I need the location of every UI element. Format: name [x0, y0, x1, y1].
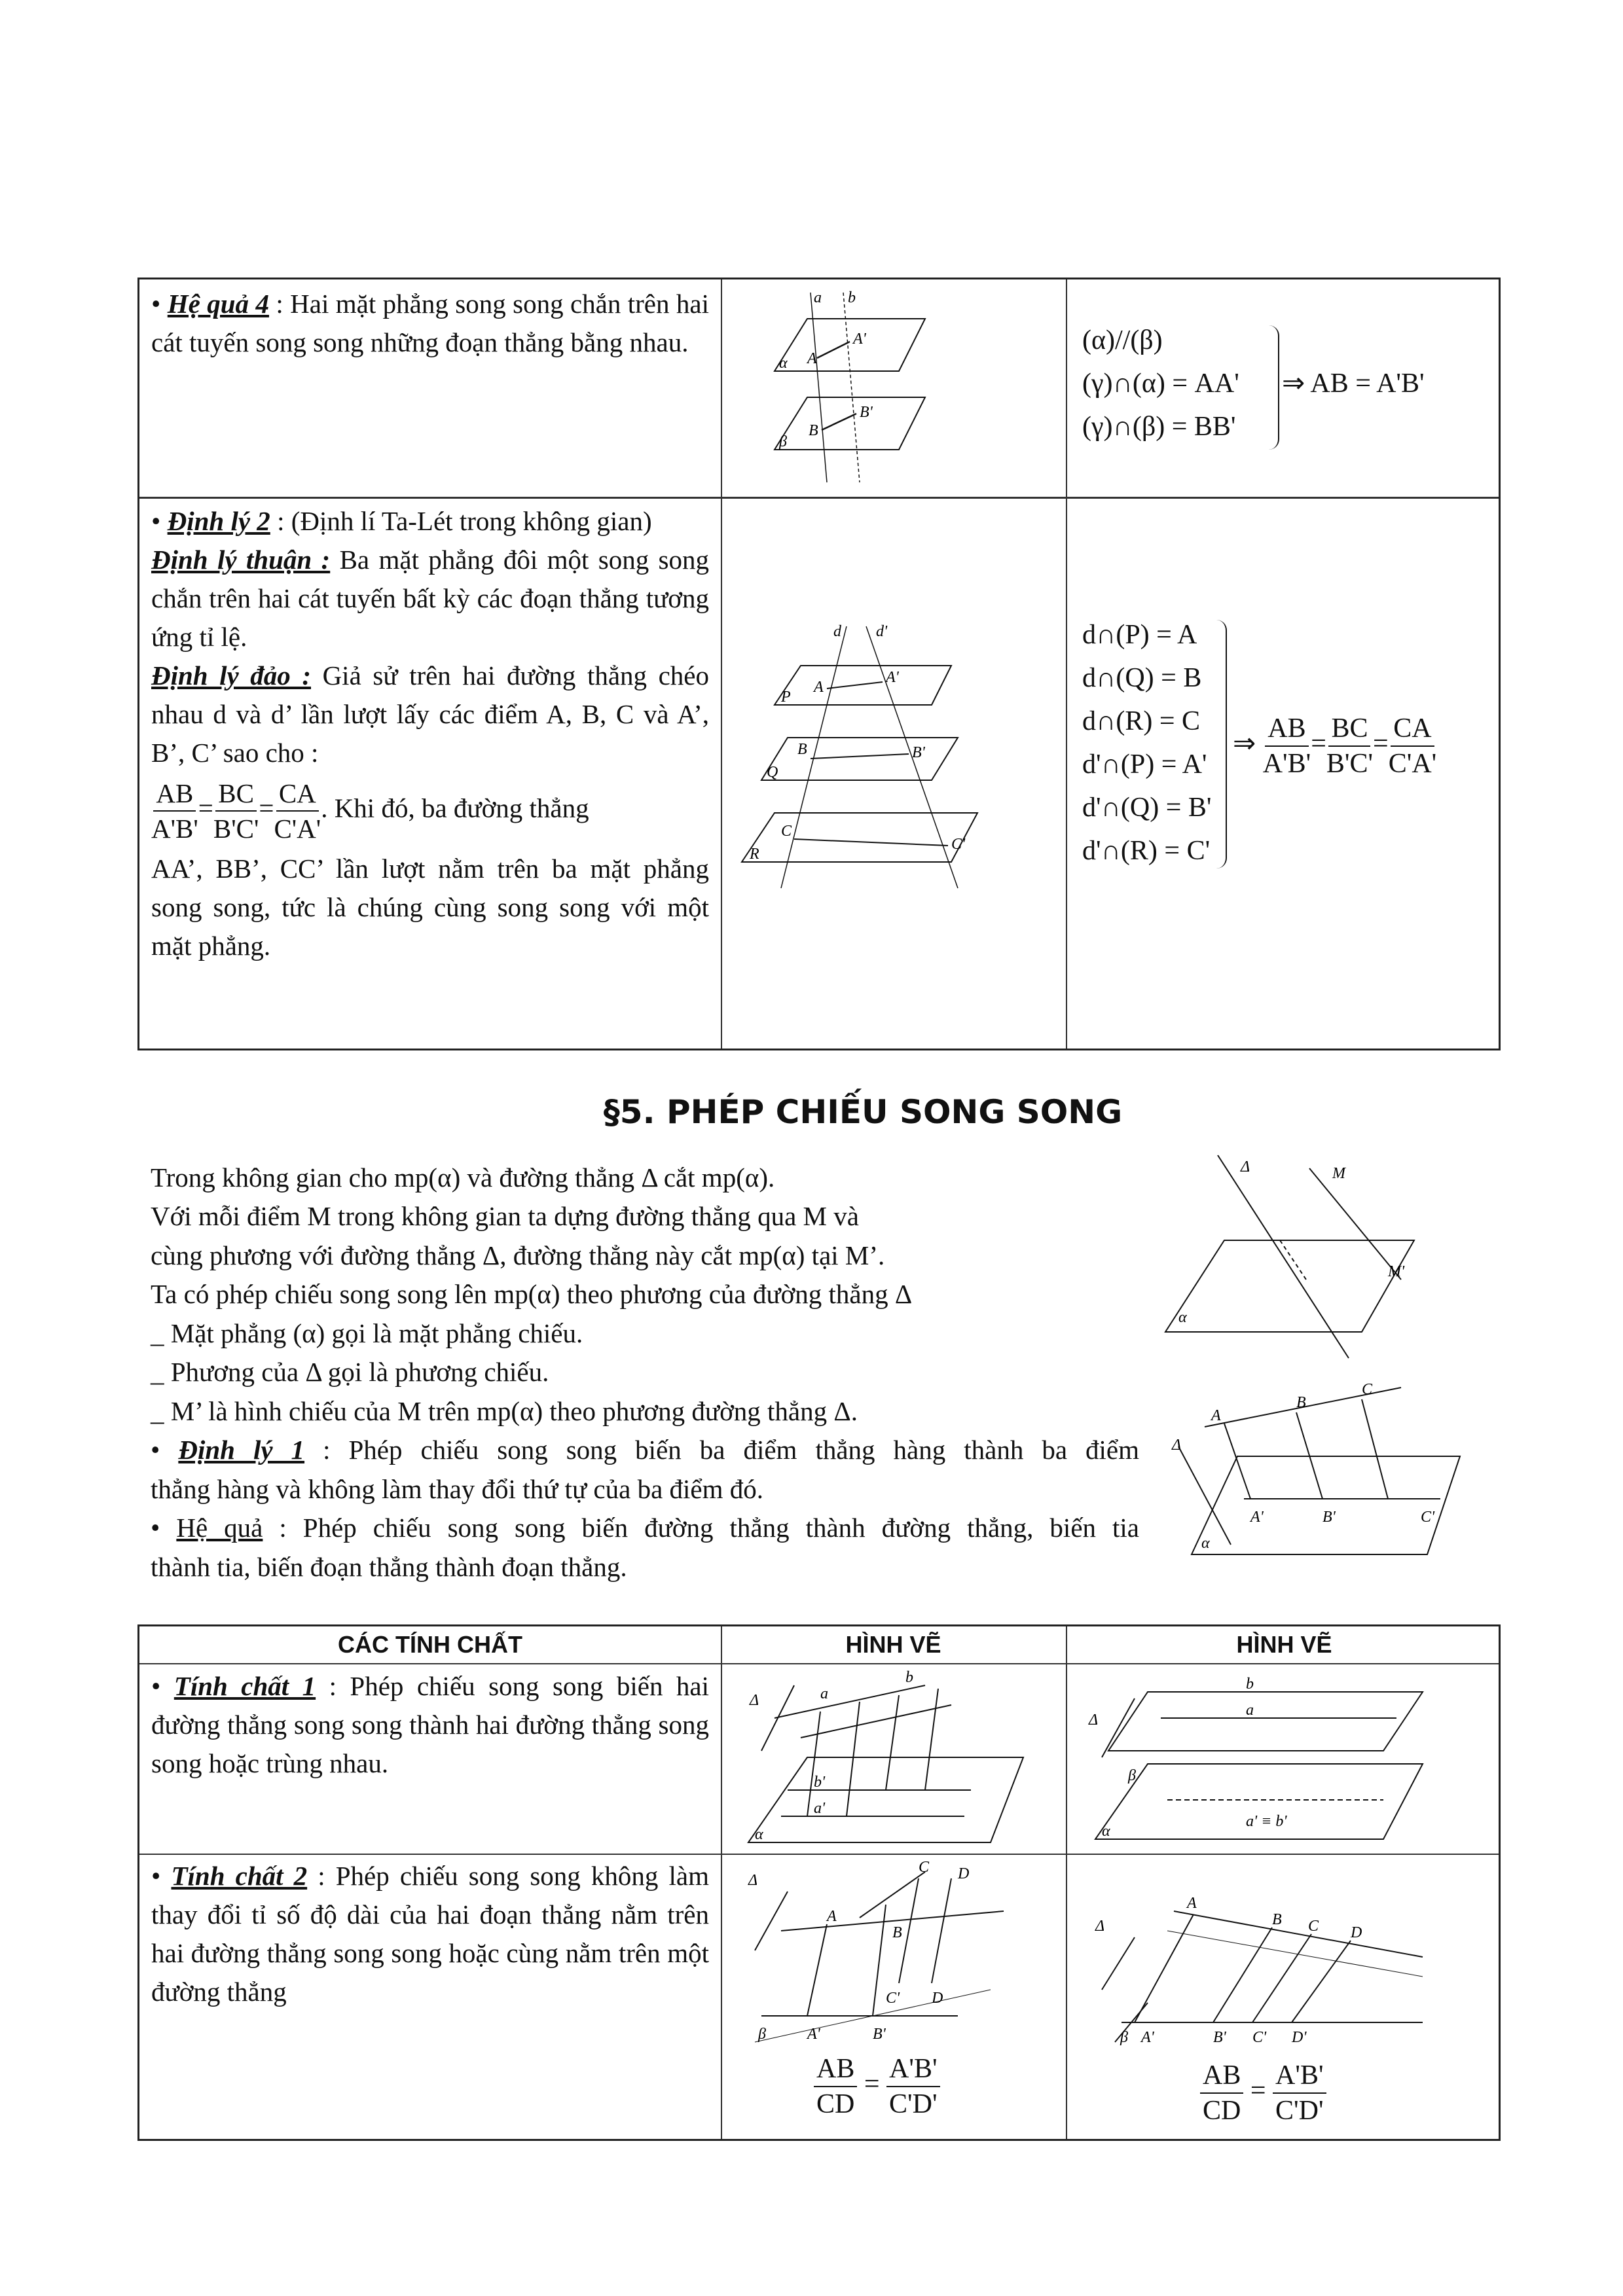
fig-label: d [833, 623, 841, 640]
section-line: _ Mặt phẳng (α) gọi là mặt phẳng chiếu. [151, 1318, 583, 1348]
formula-line: d'∩(Q) = B' [1082, 793, 1212, 823]
three-points-figure [1165, 1374, 1480, 1571]
converse-theorem-label: Định lý đảo : [151, 660, 312, 691]
text: : Phép chiếu song song không làm thay đổi tỉ số độ dài của hai đoạn thẳng nằm trên hai đường thẳng song song hoặc cùng nằm trên một đường thẳng [151, 1861, 709, 2007]
fig-label: B' [912, 744, 925, 761]
fig-label: A' [886, 669, 899, 686]
text: C' [1421, 1509, 1435, 1526]
text: Δ [750, 1692, 759, 1709]
text: AB [814, 2052, 857, 2087]
corollary-4-figure [761, 286, 1010, 489]
text: AB [153, 776, 196, 812]
projection-figure [1165, 1149, 1480, 1358]
formula-line: d∩(R) = C [1082, 706, 1201, 736]
converse-theorem-text: Giả sử trên hai đường thẳng chéo nhau d và d’ lần lượt lấy các điểm A, B, C và A’, B’, C’ sao cho : [151, 660, 709, 768]
text: CD [1203, 2096, 1241, 2126]
section-line: Với mỗi điểm M trong không gian ta dựng đường thẳng qua M và [151, 1201, 859, 1231]
formula-line: (α)//(β) [1082, 325, 1163, 355]
text: D [958, 1865, 970, 1882]
text: : Phép chiếu song song biến ba điểm thẳng hàng thành ba điểm [323, 1435, 1139, 1465]
fig-label: A' [853, 331, 866, 348]
fig-label: Q [767, 764, 778, 781]
text: B [1272, 1911, 1282, 1928]
property-1: • Tính chất 1 : Phép chiếu song song biến hai đường thẳng song song thành hai đường thẳng song song hoặc trùng nhau. [151, 1671, 709, 1778]
converse-theorem-conclusion: AA’, BB’, CC’ lần lượt nằm trên ba mặt phẳng song song, tức là chúng cùng song song với một mặt phẳng. [151, 853, 709, 961]
property-2: • Tính chất 2 : Phép chiếu song song không làm thay đổi tỉ số độ dài của hai đoạn thẳng nằm trên hai đường thẳng song song hoặc cùng nằm trên một đường thẳng [151, 1861, 709, 2007]
text: Hệ quả [176, 1513, 263, 1543]
text: A'B' [1262, 749, 1311, 779]
fig-label: d' [876, 623, 888, 640]
theorem-2-label: Định lý 2 [167, 506, 270, 536]
text: : Phép chiếu song song biến đường thẳng thành đường thẳng, biến tia [279, 1513, 1139, 1543]
text: A [1211, 1407, 1221, 1424]
text: β [758, 2026, 766, 2043]
text: D [932, 1990, 943, 2007]
text: C'A' [274, 814, 321, 844]
fig-label: α [779, 355, 788, 372]
text: a' ≡ b' [1246, 1813, 1287, 1830]
text: C' [886, 1990, 900, 2007]
brace [1269, 325, 1279, 450]
corollary-4-body: : Hai mặt phẳng song song chắn trên hai cát tuyến song song những đoạn thẳng bằng nhau. [151, 289, 709, 357]
column-divider [1066, 279, 1067, 1049]
text: b [1246, 1676, 1254, 1693]
text: Δ [1089, 1712, 1099, 1729]
corollary-4-text: • Hệ quả 4 : Hai mặt phẳng song song chắn trên hai cát tuyến song song những đoạn thẳng bằng nhau. [151, 289, 709, 357]
property-2-figure-a [742, 1859, 1043, 2049]
text: Δ [1095, 1918, 1105, 1935]
text: Tính chất 1 [173, 1671, 316, 1701]
text: A'B' [886, 2052, 939, 2087]
formula-line: (γ)∩(β) = BB' [1082, 412, 1236, 442]
formula-line: (γ)∩(α) = AA' [1082, 368, 1239, 399]
text: Δ [748, 1872, 758, 1889]
formula-line: d'∩(R) = C' [1082, 836, 1211, 866]
fig-label: C' [951, 836, 966, 853]
text: b [905, 1669, 913, 1686]
text: b' [814, 1774, 826, 1791]
text: A [1187, 1895, 1197, 1912]
text: α [1102, 1823, 1110, 1840]
fig-label: a [814, 289, 822, 306]
text: A' [807, 2026, 820, 2043]
text: Tính chất 2 [171, 1861, 308, 1891]
fig-label: B' [860, 404, 873, 421]
text: B' [1322, 1509, 1336, 1526]
text: C'D' [1275, 2096, 1324, 2126]
header-figure: HÌNH VẼ [845, 1631, 941, 1658]
text: M' [1388, 1263, 1405, 1280]
ratio-formula-a: $\frac{AB}{CD}$ = $\frac{A'B'}{C'D'}$ [814, 2052, 940, 2121]
section-line: cùng phương với đường thẳng Δ, đường thẳng này cắt mp(α) tại M’. [151, 1240, 885, 1270]
fig-label: B [797, 741, 807, 758]
header-figure: HÌNH VẼ [1236, 1631, 1332, 1658]
text: AB [1200, 2058, 1243, 2094]
text: Δ [1172, 1437, 1182, 1454]
thales-figure [729, 620, 1056, 895]
text: C'A' [1388, 749, 1437, 779]
text: BC [1328, 711, 1370, 747]
section-line: _ M’ là hình chiếu của M trên mp(α) theo phương đường thẳng Δ. [151, 1396, 858, 1426]
corollary-cont: thành tia, biến đoạn thẳng thành đoạn thẳng. [151, 1552, 627, 1582]
text: C [1362, 1381, 1373, 1398]
text: B' [1213, 2029, 1226, 2046]
row-divider [139, 497, 1499, 499]
text: C' [1252, 2029, 1267, 2046]
text: A'B' [151, 814, 198, 844]
text: A [827, 1908, 837, 1925]
fig-label: P [781, 689, 791, 706]
section-line: _ Phương của Δ gọi là phương chiếu. [151, 1357, 549, 1387]
text: CA [276, 776, 319, 812]
section-line: Ta có phép chiếu song song lên mp(α) theo phương của đường thẳng Δ [151, 1279, 913, 1309]
fig-label: C [781, 823, 792, 840]
brace [1216, 620, 1227, 869]
text: a [1246, 1702, 1254, 1719]
text: D' [1292, 2029, 1307, 2046]
text: a [820, 1685, 828, 1702]
fig-label: A [814, 679, 824, 696]
text: B'C' [213, 814, 259, 844]
direct-theorem-text: Ba mặt phẳng đôi một song song chắn trên hai cát tuyến bất kỳ các đoạn thẳng tương ứng tỉ lệ. [151, 545, 710, 652]
theorem-1: • Định lý 1 : Phép chiếu song song biến ba điểm thẳng hàng thành ba điểm [151, 1435, 1139, 1465]
text: A' [1250, 1509, 1264, 1526]
text: B [892, 1924, 902, 1941]
formula-line: d∩(Q) = B [1082, 663, 1202, 693]
theorem-1-cont: thẳng hàng và không làm thay đổi thứ tự của ba điểm đó. [151, 1474, 763, 1504]
text: M [1332, 1165, 1345, 1182]
section-title: §5. PHÉP CHIẾU SONG SONG [603, 1093, 1123, 1131]
text: B'C' [1326, 749, 1374, 779]
text: C'D' [889, 2089, 938, 2119]
formula-line: d'∩(P) = A' [1082, 749, 1207, 780]
text: A' [1141, 2029, 1154, 2046]
text: B [1296, 1394, 1306, 1411]
text: A'B' [1273, 2058, 1326, 2094]
text: a' [814, 1800, 826, 1817]
properties-table [137, 1624, 1501, 2141]
text: α [1178, 1309, 1187, 1326]
text: : Phép chiếu song song biến hai đường thẳng song song thành hai đường thẳng song song hoặc trùng nhau. [151, 1671, 709, 1778]
text: AB [1265, 711, 1308, 747]
header-properties: CÁC TÍNH CHẤT [338, 1631, 522, 1658]
text: Định lý 1 [178, 1435, 305, 1465]
ratio-conclusion: ⇒ $\frac{AB}{A'B'}$ = $\frac{BC}{B'C'}$ = $\frac{CA}{C'A'}$ [1233, 711, 1436, 781]
text: CD [816, 2089, 855, 2119]
fig-label: B [809, 422, 818, 439]
theorem-2-text: • Định lý 2 : (Định lí Ta-Lét trong không gian) Định lý thuận : Ba mặt phẳng đôi một song song chắn trên hai cát tuyến bất kỳ các đoạn thẳng tương ứng tỉ lệ. Định lý đảo : Giả sử trên hai đường thẳng chéo nhau d và d’ lần lượt lấy các điểm A, B, C và A’, B’, C’ sao cho : $\frac{AB}{A'B'}$ = $\frac{BC}{B'C'}$ = $\frac{CA}{C'A'}$ . Khi đó, ba đường thẳng AA’, BB’, CC’ lần lượt nằm trên ba mặt phẳng song song, tức là chúng cùng song song với một mặt phẳng. [151, 506, 710, 961]
text: β [1120, 2029, 1128, 2046]
text: C [919, 1859, 930, 1876]
text: B' [873, 2026, 886, 2043]
text: CA [1391, 711, 1434, 747]
text: α [755, 1826, 763, 1843]
text: α [1201, 1535, 1210, 1552]
fig-label: R [750, 846, 759, 863]
formula-conclusion: ⇒ AB = A'B' [1282, 368, 1425, 399]
column-divider [721, 279, 722, 1049]
text: D [1351, 1924, 1362, 1941]
text: ⇒ [1233, 728, 1256, 759]
theorem-table-1 [137, 278, 1501, 1050]
converse-theorem-continuation: . Khi đó, ba đường thẳng [321, 793, 589, 823]
fig-label: A [807, 350, 817, 367]
fig-label: b [848, 289, 856, 306]
formula-line: d∩(P) = A [1082, 620, 1197, 650]
property-2-figure-b [1082, 1859, 1488, 2049]
fig-label: β [779, 433, 787, 450]
section-line: Trong không gian cho mp(α) và đường thẳng Δ cắt mp(α). [151, 1162, 775, 1193]
property-1-figure-a [742, 1669, 1043, 1849]
text: Δ [1241, 1158, 1250, 1175]
property-1-figure-b [1082, 1672, 1488, 1849]
text: β [1128, 1767, 1136, 1784]
ratio-equation: $\frac{AB}{A'B'}$ = $\frac{BC}{B'C'}$ = $\frac{CA}{C'A'}$ [151, 776, 321, 846]
corollary-4-label: Hệ quả 4 [167, 289, 269, 319]
text: BC [215, 776, 257, 812]
ratio-formula-b: $\frac{AB}{CD}$ = $\frac{A'B'}{C'D'}$ [1200, 2058, 1326, 2128]
direct-theorem-label: Định lý thuận : [151, 545, 331, 575]
theorem-2-intro: : (Định lí Ta-Lét trong không gian) [277, 506, 652, 536]
corollary: • Hệ quả : Phép chiếu song song biến đường thẳng thành đường thẳng, biến tia [151, 1513, 1139, 1543]
text: C [1308, 1918, 1319, 1935]
